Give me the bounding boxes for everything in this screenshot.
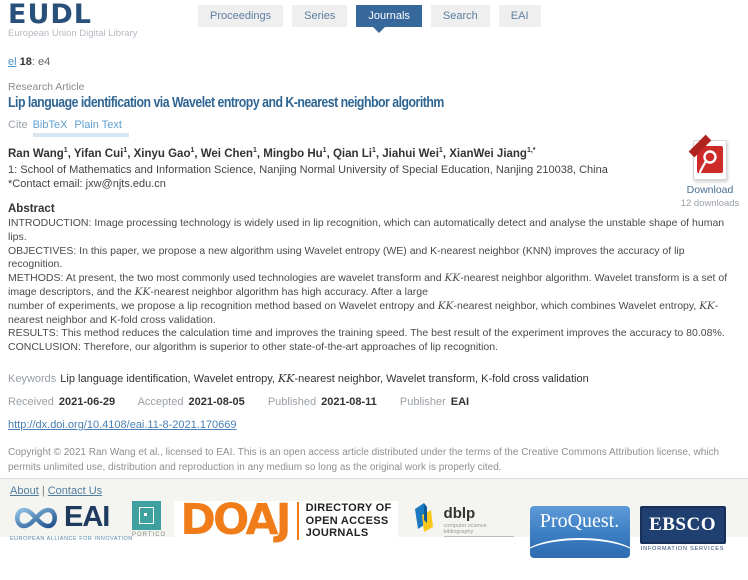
partner-logo-row	[10, 495, 726, 558]
ebsco-logo-caption: INFORMATION SERVICES	[640, 546, 725, 552]
ebsco-box	[640, 506, 726, 544]
cite-plaintext-link[interactable]: Plain Text	[74, 119, 122, 131]
abstract-paragraph: CONCLUSION: Therefore, our algorithm is superior to other state-of-the-art approaches of lip recognition.	[8, 341, 499, 354]
issue-breadcrumb	[8, 56, 740, 68]
cite-row	[8, 119, 740, 137]
footer-links-separator: |	[41, 485, 45, 497]
ebsco-footer-logo[interactable]	[640, 506, 726, 552]
footer-links	[10, 485, 748, 497]
tab-proceedings[interactable]: Proceedings	[198, 5, 283, 27]
proquest-wave	[520, 538, 640, 580]
copyright-notice: Copyright © 2021 Ran Wang et al., licensed to EAI. This is an open access article distributed under the terms of the Creative Commons Attribution license, which permits unlimited use, distribution and reproduction in any medium so long as the original work is properly cited.	[8, 446, 720, 473]
eudl-logo-text: EUDL	[8, 0, 92, 30]
tab-series[interactable]: Series	[292, 5, 347, 27]
eai-logo-caption: EUROPEAN ALLIANCE FOR INNOVATION	[10, 536, 133, 542]
abstract-body	[8, 217, 740, 355]
doi-row	[8, 419, 740, 431]
dblp-logo-word: dblp	[443, 505, 476, 522]
eai-infinity-icon	[10, 503, 62, 533]
article-title: Lip language identification via Wavelet entropy and K-nearest neighbor algorithm	[8, 94, 444, 111]
portico-footer-logo[interactable]	[132, 501, 166, 538]
abstract-paragraph: OBJECTIVES: In this paper, we propose a new algorithm using Wavelet entropy (WE) and K-nearest neighbor (KNN) improves the accuracy of lip recognition.	[8, 244, 685, 271]
received-date: 2021-06-29	[58, 395, 116, 408]
volume-number: 18	[19, 56, 32, 68]
tab-journals[interactable]: Journals	[356, 5, 422, 27]
proquest-logo-word: ProQuest.	[539, 510, 620, 532]
doaj-logo-word: DOAJ	[180, 495, 289, 545]
authors-line: Ran Wang$^1$, Yifan Cui$^1$, Xinyu Gao$^1$, Wei Chen$^1$, Mingbo Hu$^1$, Qian Li$^1$, Jiahui Wei$^1$, XianWei Jiang$^{1,*}$	[8, 147, 536, 160]
article-number: : e4	[31, 56, 51, 68]
keywords-label: Keywords	[8, 372, 57, 385]
abstract-heading: Abstract	[8, 203, 55, 215]
portico-icon	[132, 501, 161, 530]
published-label: Published	[267, 395, 317, 408]
main-nav	[198, 5, 550, 27]
published-date: 2021-08-11	[321, 395, 377, 408]
article-type-label: Research Article	[8, 81, 85, 93]
doaj-footer-logo[interactable]	[174, 495, 397, 545]
dblp-logo-caption: computer science bibliography	[444, 523, 514, 537]
accepted-label: Accepted	[137, 395, 184, 408]
contact-us-link[interactable]: Contact Us	[47, 485, 103, 497]
eai-logo-word: EAI	[64, 501, 110, 533]
tab-eai[interactable]: EAI	[499, 5, 541, 27]
dblp-icon	[412, 501, 438, 533]
dates-row	[8, 396, 740, 408]
ebsco-logo-word: EBSCO	[649, 514, 716, 535]
eudl-tagline: European Union Digital Library	[8, 28, 138, 39]
abstract-paragraph: RESULTS: This method reduces the calculation time and improves the training speed. The best result of the experiment improves the accuracy to 80.08%.	[8, 327, 725, 340]
abstract-paragraph: number of experiments, we propose a lip recognition method based on Wavelet entropy and KK-nearest neighbor, which combines Wavelet entropy, KK-nearest neighbor and K-fold cross validation.	[8, 299, 719, 326]
eudl-logo[interactable]	[8, 1, 137, 39]
cite-label: Cite	[8, 119, 28, 131]
site-header	[0, 0, 748, 48]
download-box	[676, 140, 744, 209]
doaj-logo-text: DIRECTORY OF OPEN ACCESS JOURNALS	[297, 502, 392, 540]
keywords-row	[8, 372, 740, 385]
accepted-date: 2021-08-05	[188, 395, 245, 408]
article-main	[0, 48, 748, 475]
keywords-text: Lip language identification, Wavelet entropy, KK-nearest neighbor, Wavelet transform, K-fold cross validation	[60, 371, 589, 385]
download-link[interactable]: Download	[686, 184, 734, 196]
journal-abbrev-link[interactable]: el	[8, 56, 17, 68]
abstract-paragraph: INTRODUCTION: Image processing technology is widely used in lip recognition, which can automatically detect and analyse the unstable shape of human lips.	[8, 217, 725, 243]
cite-bibtex-link[interactable]: BibTeX	[32, 119, 68, 131]
site-footer	[0, 478, 748, 552]
publisher-name: EAI	[450, 395, 470, 408]
about-link[interactable]: About	[10, 485, 39, 497]
doi-link[interactable]: http://dx.doi.org/10.4108/eai.11-8-2021.170669	[8, 418, 237, 431]
pdf-icon[interactable]	[693, 140, 727, 180]
publisher-label: Publisher	[399, 395, 446, 408]
dblp-footer-logo[interactable]	[412, 501, 514, 537]
received-label: Received	[8, 395, 54, 408]
download-count: 12 downloads	[680, 198, 740, 209]
portico-caption: PORTICO	[132, 532, 167, 538]
tab-search[interactable]: Search	[431, 5, 490, 27]
affiliation-line: 1: School of Mathematics and Information Science, Nanjing Normal University of Special Education, Nanjing 210038, China	[8, 164, 608, 176]
proquest-footer-logo[interactable]	[530, 506, 630, 558]
contact-email-line: *Contact email: jxw@njts.edu.cn	[8, 178, 166, 190]
eai-footer-logo[interactable]	[10, 501, 133, 542]
abstract-paragraph: METHODS: At present, the two most commonly used technologies are wavelet transform and KK-nearest neighbor algorithm. Wavelet transform is a set of image descriptors, and the KK-nearest neighbor algorithm has high accuracy. After a large	[8, 272, 728, 298]
